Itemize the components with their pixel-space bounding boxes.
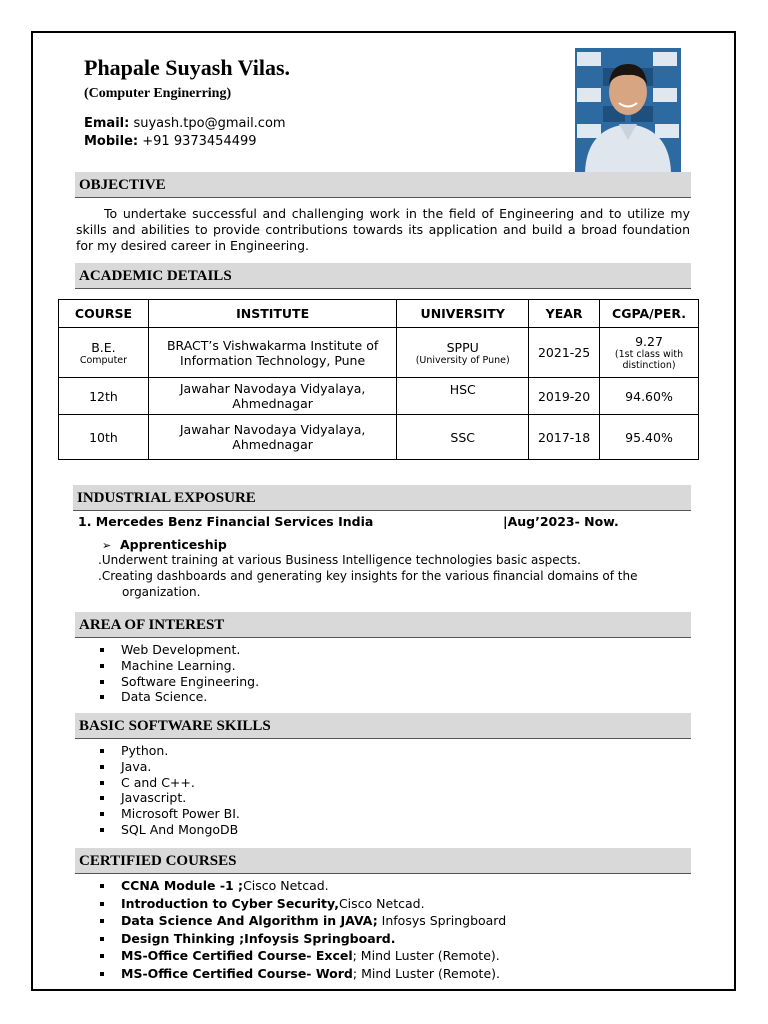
table-cell-year: 2019-20: [529, 378, 600, 415]
role-title: Apprenticeship: [120, 537, 227, 552]
table-cell-university: SSC: [397, 415, 529, 460]
course-provider: Cisco Netcad.: [243, 878, 329, 893]
section-academic-heading: ACADEMIC DETAILS: [75, 263, 691, 289]
mobile-label: Mobile:: [84, 134, 139, 149]
list-item: Java.: [100, 759, 240, 775]
list-item: [100, 877, 506, 895]
candidate-name: Phapale Suyash Vilas.: [84, 55, 291, 80]
course-provider: ; Mind Luster (Remote).: [352, 965, 501, 981]
candidate-branch: (Computer Enginerring): [84, 86, 232, 101]
list-item: SQL And MongoDB: [100, 822, 240, 838]
score-value: 9.27: [635, 334, 663, 349]
employment-period: |Aug’2023- Now.: [503, 514, 619, 529]
course-provider: ; Mind Luster (Remote).: [352, 948, 500, 963]
table-cell-year: 2017-18: [529, 415, 600, 460]
list-item: [100, 912, 506, 930]
table-cell-institute: BRACT’s Vishwakarma Institute of Information Technology, Pune: [148, 328, 396, 378]
course-provider: Infosys Springboard: [377, 913, 507, 928]
academic-header-row: [59, 300, 699, 328]
experience-line-3: organization.: [122, 585, 201, 599]
table-cell-score: 95.40%: [600, 415, 699, 460]
col-header-university: UNIVERSITY: [397, 300, 529, 328]
university-sub: (University of Pune): [415, 354, 510, 366]
list-item: Python.: [100, 743, 240, 759]
course-title: Data Science And Algorithm in JAVA;: [121, 913, 378, 928]
email-line: [84, 116, 286, 131]
academic-table: [58, 299, 699, 460]
mobile-value: +91 9373454499: [142, 134, 257, 149]
section-objective-heading: OBJECTIVE: [75, 172, 691, 198]
course-value: B.E.: [91, 339, 116, 355]
profile-photo: [575, 48, 681, 172]
section-courses-heading: CERTIFIED COURSES: [75, 848, 691, 874]
list-item: Javascript.: [100, 790, 240, 806]
experience-line-1: .Underwent training at various Business Intelligence technologies basic aspects.: [98, 553, 581, 567]
mobile-line: [84, 134, 257, 149]
table-cell-institute: Jawahar Navodaya Vidyalaya, Ahmednagar: [148, 378, 396, 415]
table-row: [59, 328, 699, 378]
course-title: MS-Office Certified Course- Word: [121, 965, 353, 981]
table-row: [59, 415, 699, 460]
list-item: Software Engineering.: [100, 674, 259, 690]
col-header-course: COURSE: [59, 300, 149, 328]
col-header-year: YEAR: [529, 300, 600, 328]
list-item: Machine Learning.: [100, 658, 259, 674]
table-cell-course: [59, 328, 149, 378]
company-name: 1. Mercedes Benz Financial Services India: [78, 514, 374, 529]
section-skills-heading: BASIC SOFTWARE SKILLS: [75, 713, 691, 739]
section-industrial-heading: INDUSTRIAL EXPOSURE: [73, 485, 691, 511]
section-interest-heading: AREA OF INTEREST: [75, 612, 691, 638]
email-label: Email:: [84, 116, 130, 131]
table-cell-score: 94.60%: [600, 378, 699, 415]
interest-list: [100, 642, 259, 705]
profile-photo-graphic: [575, 48, 681, 172]
university-value: SPPU: [446, 339, 479, 355]
table-row: [59, 378, 699, 415]
objective-body: To undertake successful and challenging work in the field of Engineering and to utilize my skills and abilities to provide contributions towards its application and build a broad foundation for my desired career in Engineering.: [76, 206, 690, 253]
course-title: Introduction to Cyber Security,: [121, 895, 339, 911]
table-cell-course: 10th: [59, 415, 149, 460]
list-item: [100, 947, 506, 965]
list-item: [100, 895, 506, 913]
table-cell-year: 2021-25: [529, 328, 600, 378]
skills-list: [100, 743, 240, 838]
list-item: [100, 965, 506, 983]
list-item: Microsoft Power BI.: [100, 806, 240, 822]
table-cell-institute: Jawahar Navodaya Vidyalaya, Ahmednagar: [148, 415, 396, 460]
course-title: CCNA Module -1 ;: [121, 878, 244, 893]
objective-text: [76, 206, 690, 254]
score-sub: (1st class with distinction): [614, 349, 684, 371]
experience-line-2: .Creating dashboards and generating key insights for the various financial domains of the: [98, 569, 638, 583]
course-title: Design Thinking ;Infoysis Springboard.: [121, 930, 396, 946]
col-header-institute: INSTITUTE: [148, 300, 396, 328]
table-cell-course: 12th: [59, 378, 149, 415]
course-sub: Computer: [79, 354, 128, 366]
list-item: C and C++.: [100, 775, 240, 791]
email-value[interactable]: suyash.tpo@gmail.com: [133, 116, 286, 131]
role-line: [102, 537, 227, 552]
course-provider: Cisco Netcad.: [338, 895, 425, 911]
list-item: Data Science.: [100, 689, 259, 705]
table-cell-score: [600, 328, 699, 378]
courses-list: [100, 877, 506, 982]
course-title: MS-Office Certified Course- Excel: [121, 948, 353, 963]
table-cell-university: [397, 328, 529, 378]
list-item: [100, 930, 506, 948]
list-item: Web Development.: [100, 642, 259, 658]
table-cell-university: HSC: [397, 378, 529, 415]
arrow-bullet-icon: ➢: [102, 539, 112, 552]
col-header-score: CGPA/PER.: [600, 300, 699, 328]
